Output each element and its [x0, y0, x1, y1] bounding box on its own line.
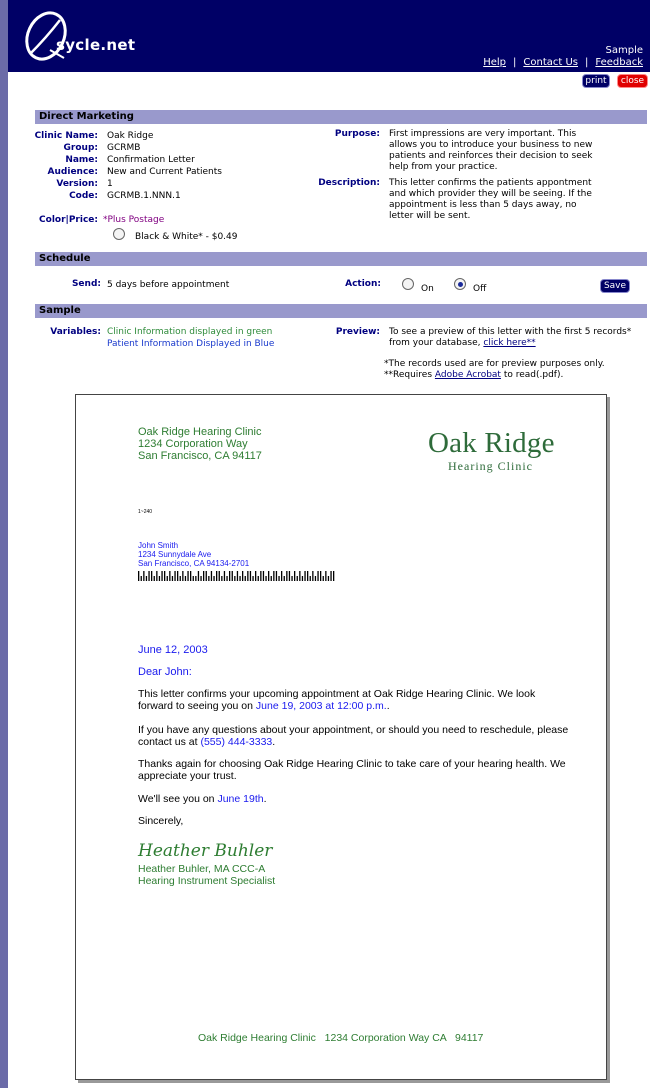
print-button[interactable]: print	[582, 74, 610, 88]
group-value: GCRMB	[107, 143, 141, 153]
purpose-label: Purpose:	[334, 129, 380, 139]
link-separator: |	[585, 57, 589, 68]
color-price-label: Color|Price:	[39, 215, 98, 225]
black-white-option-label: Black & White* - $0.49	[135, 232, 238, 242]
recipient-line: John Smith	[138, 541, 179, 550]
save-button[interactable]: Save	[600, 279, 630, 293]
description-line: This letter confirms the patients appontment	[389, 178, 592, 188]
p2-prefix: contact us at	[138, 736, 198, 748]
clinic-name-label: Clinic Name:	[34, 131, 98, 141]
signer-title: Hearing Instrument Specialist	[138, 875, 276, 887]
paragraph-line	[138, 793, 267, 805]
paragraph-line: appreciate your trust.	[138, 770, 237, 782]
brand-logo-name: Oak Ridge	[428, 427, 555, 459]
link-separator: |	[513, 57, 517, 68]
paragraph-line: If you have any questions about your appointment, or should you need to reschedule, please	[138, 724, 569, 736]
preview-label: Preview:	[335, 327, 380, 337]
close-button[interactable]: close	[617, 74, 648, 88]
purpose-line: patients and reinforces their decision to seek	[389, 151, 593, 161]
send-value: 5 days before appointment	[107, 280, 230, 290]
variables-label: Variables:	[50, 327, 101, 337]
version-label: Version:	[56, 179, 98, 189]
letter-footer: Oak Ridge Hearing Clinic 1234 Corporation Way CA 94117	[198, 1032, 484, 1044]
audience-value: New and Current Patients	[107, 167, 222, 177]
audience-label: Audience:	[47, 167, 98, 177]
click-here-link[interactable]: click here**	[483, 338, 536, 348]
p1-prefix: forward to seeing you on	[138, 700, 253, 712]
appointment-datetime: June 19, 2003 at 12:00 p.m.	[255, 700, 387, 712]
p4-end: .	[263, 793, 267, 805]
black-white-radio[interactable]	[113, 228, 125, 240]
purpose-line: allows you to introduce your business to new	[389, 140, 593, 150]
preview-line-2	[389, 338, 536, 348]
variables-green-text: Clinic Information displayed in green	[107, 327, 273, 337]
signature: Heather Buhler	[138, 841, 273, 861]
paragraph-line: Thanks again for choosing Oak Ridge Hearing Clinic to take care of your hearing health. We	[138, 758, 566, 770]
clinic-address-line: San Francisco, CA 94117	[138, 450, 262, 462]
page-title: Sample	[605, 45, 643, 56]
requires-text: **Requires	[384, 370, 433, 380]
description-label: Description:	[318, 178, 380, 188]
action-off-label: Off	[473, 284, 487, 294]
clinic-address-line: 1234 Corporation Way	[138, 438, 248, 450]
help-link[interactable]: Help	[483, 57, 506, 68]
preview-note-2	[384, 370, 563, 380]
description-line: and which provider they will be seeing. If the	[389, 189, 592, 199]
app-header	[8, 0, 650, 72]
name-value: Confirmation Letter	[107, 155, 195, 165]
plus-postage-note: *Plus Postage	[103, 215, 165, 225]
signer-name: Heather Buhler, MA CCC-A	[138, 863, 266, 875]
adobe-acrobat-link[interactable]: Adobe Acrobat	[434, 370, 501, 380]
paragraph-line: This letter confirms your upcoming appointment at Oak Ridge Hearing Clinic. We look	[138, 688, 536, 700]
paragraph-line	[138, 736, 275, 748]
purpose-line: First impressions are very important. This	[389, 129, 577, 139]
letter-code-mark: 1~240	[138, 509, 153, 515]
section-direct-marketing: Direct Marketing	[35, 110, 647, 124]
preview-note-1: *The records used are for preview purposes only.	[384, 359, 605, 369]
p2-end: .	[272, 736, 276, 748]
action-label: Action:	[345, 279, 381, 289]
code-label: Code:	[69, 191, 98, 201]
variables-blue-text: Patient Information Displayed in Blue	[107, 339, 275, 349]
p1-end: .	[386, 700, 390, 712]
purpose-line: help from your practice.	[389, 162, 498, 172]
section-sample: Sample	[35, 304, 647, 318]
letter-date: June 12, 2003	[138, 644, 208, 656]
clinic-phone: (555) 444-3333	[200, 736, 273, 748]
action-on-label: On	[421, 284, 434, 294]
recipient-line: 1234 Sunnydale Ave	[138, 550, 212, 559]
section-schedule: Schedule	[35, 252, 647, 266]
contact-us-link[interactable]: Contact Us	[523, 57, 578, 68]
clinic-address-line: Oak Ridge Hearing Clinic	[138, 426, 262, 438]
group-label: Group:	[63, 143, 98, 153]
description-line: letter will be sent.	[389, 211, 471, 221]
p4-prefix: We'll see you on	[138, 793, 215, 805]
read-pdf-text: to read(.pdf).	[503, 370, 564, 380]
send-label: Send:	[71, 279, 101, 289]
feedback-link[interactable]: Feedback	[595, 57, 643, 68]
name-label: Name:	[65, 155, 98, 165]
version-value: 1	[107, 179, 113, 189]
preview-line: To see a preview of this letter with the first 5 records*	[389, 327, 632, 337]
recipient-line: San Francisco, CA 94134-2701	[138, 559, 250, 568]
header-links	[483, 57, 643, 68]
brand-logo-subtitle: Hearing Clinic	[448, 459, 533, 473]
code-value: GCRMB.1.NNN.1	[107, 191, 181, 201]
letter-preview	[75, 394, 607, 1080]
appointment-short-date: June 19th	[217, 793, 264, 805]
letter-closing: Sincerely,	[138, 815, 184, 827]
preview-line-prefix: from your database,	[389, 338, 481, 348]
clinic-name-value: Oak Ridge	[107, 131, 154, 141]
logo-text: sycle.net	[56, 36, 136, 54]
paragraph-line	[138, 700, 390, 712]
letter-salutation: Dear John:	[138, 666, 192, 678]
postal-barcode-icon	[138, 571, 338, 581]
description-line: appointment is less than 5 days away, no	[389, 200, 577, 210]
action-off-radio[interactable]	[454, 278, 466, 290]
left-rail	[0, 0, 8, 1088]
action-on-radio[interactable]	[402, 278, 414, 290]
